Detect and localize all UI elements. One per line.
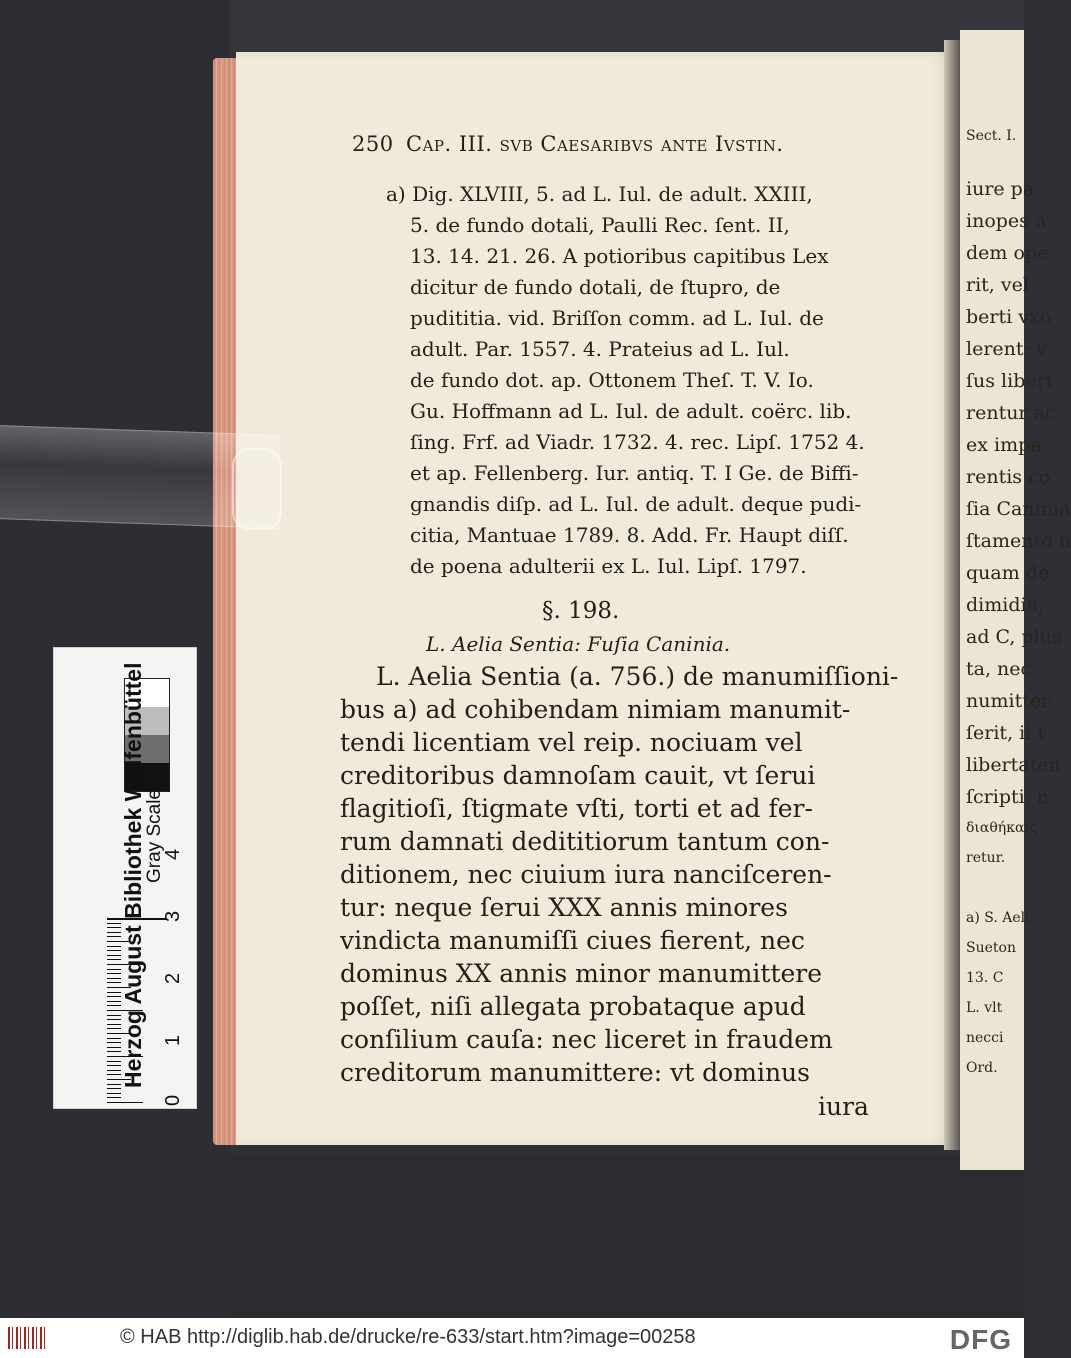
section-title: L. Aelia Sentia: Fuſia Caninia. bbox=[426, 632, 731, 656]
ruler-number: 1 bbox=[162, 1034, 184, 1046]
ruler-tick bbox=[107, 1088, 121, 1089]
footnote-line: et ap. Fellenberg. Iur. antiq. T. I Ge. de Biffi- bbox=[410, 461, 859, 485]
next-page-line: a) S. Aeli bbox=[966, 910, 1030, 926]
gray-scale-card bbox=[53, 647, 197, 1109]
running-title: Cap. III. svb Caesaribvs ante Ivstin. bbox=[406, 132, 784, 156]
body-line: creditoribus damnoſam cauit, vt ſerui bbox=[340, 761, 816, 790]
ruler-number: 3 bbox=[162, 910, 184, 922]
scanner-background-bottom bbox=[230, 1155, 1024, 1318]
next-page-line: rentur ac bbox=[966, 402, 1056, 424]
ruler-tick bbox=[107, 1001, 121, 1002]
gray-scale-label: Gray Scale bbox=[144, 789, 165, 883]
next-page-line: 13. C bbox=[966, 970, 1004, 986]
ruler-tick bbox=[107, 950, 121, 951]
footnote-line: citia, Mantuae 1789. 8. Add. Fr. Haupt diſſ. bbox=[410, 523, 849, 547]
ruler-tick bbox=[107, 982, 121, 983]
ruler-tick bbox=[107, 1061, 121, 1062]
ruler-tick bbox=[107, 1051, 121, 1052]
footnote-line: ſing. Frf. ad Viadr. 1732. 4. rec. Lipſ. 1752 4. bbox=[410, 430, 865, 454]
dfg-logo: DFG bbox=[949, 1324, 1012, 1355]
next-page-line: necci bbox=[966, 1030, 1004, 1046]
ruler-tick bbox=[107, 959, 121, 960]
body-line: bus a) ad cohibendam nimiam manumit- bbox=[340, 695, 851, 724]
page-number: 250 bbox=[352, 132, 394, 156]
footnote-line: adult. Par. 1557. 4. Prateius ad L. Iul. bbox=[410, 337, 790, 361]
ruler-tick bbox=[107, 1065, 121, 1066]
next-page-line: dem ope bbox=[966, 242, 1049, 264]
next-page-line: ſcripti, n bbox=[966, 786, 1050, 808]
next-page-line: Sueton bbox=[966, 940, 1016, 956]
scanner-background-top bbox=[230, 0, 1024, 55]
next-page-line: ſtamento n bbox=[966, 530, 1071, 552]
ruler-number: 2 bbox=[162, 972, 184, 984]
ruler-tick bbox=[107, 1015, 121, 1016]
body-line: ditionem, nec ciuium iura nanciſceren- bbox=[340, 860, 832, 889]
footnote-line: dicitur de fundo dotali, de ſtupro, de bbox=[410, 275, 781, 299]
body-line: flagitioſi, ſtigmate vſti, torti et ad fer- bbox=[340, 794, 813, 823]
ruler-tick bbox=[107, 992, 121, 993]
next-page-line: inopes a bbox=[966, 210, 1047, 232]
ruler-tick bbox=[107, 996, 121, 997]
catchword: iura bbox=[818, 1092, 869, 1121]
ruler-tick bbox=[107, 946, 121, 947]
copyright-link[interactable]: © HAB http://diglib.hab.de/drucke/re-633/start.htm?image=00258 bbox=[120, 1326, 696, 1348]
ruler-tick bbox=[107, 1038, 121, 1039]
body-line: dominus XX annis minor manumittere bbox=[340, 959, 823, 988]
next-page-line: libertaten bbox=[966, 754, 1061, 776]
next-page-line: numitter bbox=[966, 690, 1051, 712]
ruler-tick bbox=[107, 1074, 121, 1075]
ruler-tick bbox=[107, 936, 121, 937]
next-page-line: ex impa bbox=[966, 434, 1042, 456]
next-page-line: rentis co bbox=[966, 466, 1051, 488]
ruler-tick bbox=[107, 923, 121, 924]
ruler-tick bbox=[107, 1084, 121, 1085]
ruler-tick bbox=[107, 1042, 121, 1043]
institution-label: Herzog August Bibliothek Wolfenbüttel bbox=[120, 662, 146, 1088]
footnote-line: 13. 14. 21. 26. A potioribus capitibus Lex bbox=[410, 244, 829, 268]
body-line: L. Aelia Sentia (a. 756.) de manumiſſioni- bbox=[376, 662, 899, 691]
ruler-number: 0 bbox=[162, 1094, 184, 1106]
section-number: §. 198. bbox=[542, 598, 620, 624]
ruler-tick bbox=[107, 1028, 121, 1029]
ruler-tick bbox=[107, 927, 121, 928]
next-page-line: ſus libert bbox=[966, 370, 1054, 392]
ruler-tick bbox=[107, 969, 121, 970]
body-line: rum damnati dedititiorum tantum con- bbox=[340, 827, 830, 856]
next-page-line: iure pa bbox=[966, 178, 1035, 200]
next-page-line: rit, vel bbox=[966, 274, 1029, 296]
footnote-line: Gu. Hoffmann ad L. Iul. de adult. coërc. lib. bbox=[410, 399, 852, 423]
body-line: conſilium cauſa: nec liceret in fraudem bbox=[340, 1025, 833, 1054]
ruler-tick bbox=[107, 932, 121, 933]
next-page-line: διαθήκαις bbox=[966, 820, 1038, 836]
footnote-line: gnandis diſp. ad L. Iul. de adult. deque pudi- bbox=[410, 492, 862, 516]
ruler-tick bbox=[107, 973, 121, 974]
body-line: tur: neque ſerui XXX annis minores bbox=[340, 893, 788, 922]
ruler-tick bbox=[107, 1093, 121, 1094]
next-page-fragment bbox=[960, 30, 1071, 1170]
body-line: creditorum manumittere: vt dominus bbox=[340, 1058, 810, 1087]
ruler-tick bbox=[107, 1024, 121, 1025]
ruler-tick bbox=[107, 1019, 121, 1020]
next-page-line: dimidia, bbox=[966, 594, 1044, 616]
body-line: poſſet, niſi allegata probataque apud bbox=[340, 992, 806, 1021]
ruler-tick bbox=[107, 978, 121, 979]
next-page-line: retur. bbox=[966, 850, 1006, 866]
body-line: tendi licentiam vel reip. nociuam vel bbox=[340, 728, 803, 757]
barcode-icon bbox=[8, 1327, 48, 1349]
footnote-line: pudititia. vid. Briſſon comm. ad L. Iul. de bbox=[410, 306, 824, 330]
next-page-line: berti vxo bbox=[966, 306, 1052, 328]
footnote-line: de fundo dot. ap. Ottonem Theſ. T. V. Io. bbox=[410, 368, 814, 392]
next-page-line: ta, nec bbox=[966, 658, 1032, 680]
book-page bbox=[236, 52, 958, 1145]
ruler-tick bbox=[107, 1097, 121, 1098]
footnote-line: a) Dig. XLVIII, 5. ad L. Iul. de adult. XXIII, bbox=[386, 182, 813, 206]
ruler-number: 4 bbox=[162, 848, 184, 860]
body-line: vindicta manumiſſi ciues fierent, nec bbox=[340, 926, 805, 955]
next-page-header: Sect. I. bbox=[966, 128, 1017, 144]
ruler-tick bbox=[107, 1005, 121, 1006]
footer-bar bbox=[0, 1318, 1024, 1358]
next-page-line: ſerit, ii t bbox=[966, 722, 1045, 744]
next-page-line: quam de bbox=[966, 562, 1050, 584]
next-page-line: L. vlt bbox=[966, 1000, 1003, 1016]
next-page-line: Ord. bbox=[966, 1060, 998, 1076]
page-holder-tip bbox=[232, 448, 282, 530]
ruler-tick bbox=[107, 1102, 143, 1103]
next-page-line: ſia Caninia bbox=[966, 498, 1071, 520]
ruler-tick bbox=[107, 955, 121, 956]
next-page-line: lerent: v bbox=[966, 338, 1047, 360]
ruler-tick bbox=[107, 1047, 121, 1048]
next-page-line: ad C, plus bbox=[966, 626, 1062, 648]
ruler-tick bbox=[107, 1070, 121, 1071]
footnote-line: 5. de fundo dotali, Paulli Rec. ſent. II, bbox=[410, 213, 790, 237]
footnote-line: de poena adulterii ex L. Iul. Lipſ. 1797. bbox=[410, 554, 807, 578]
